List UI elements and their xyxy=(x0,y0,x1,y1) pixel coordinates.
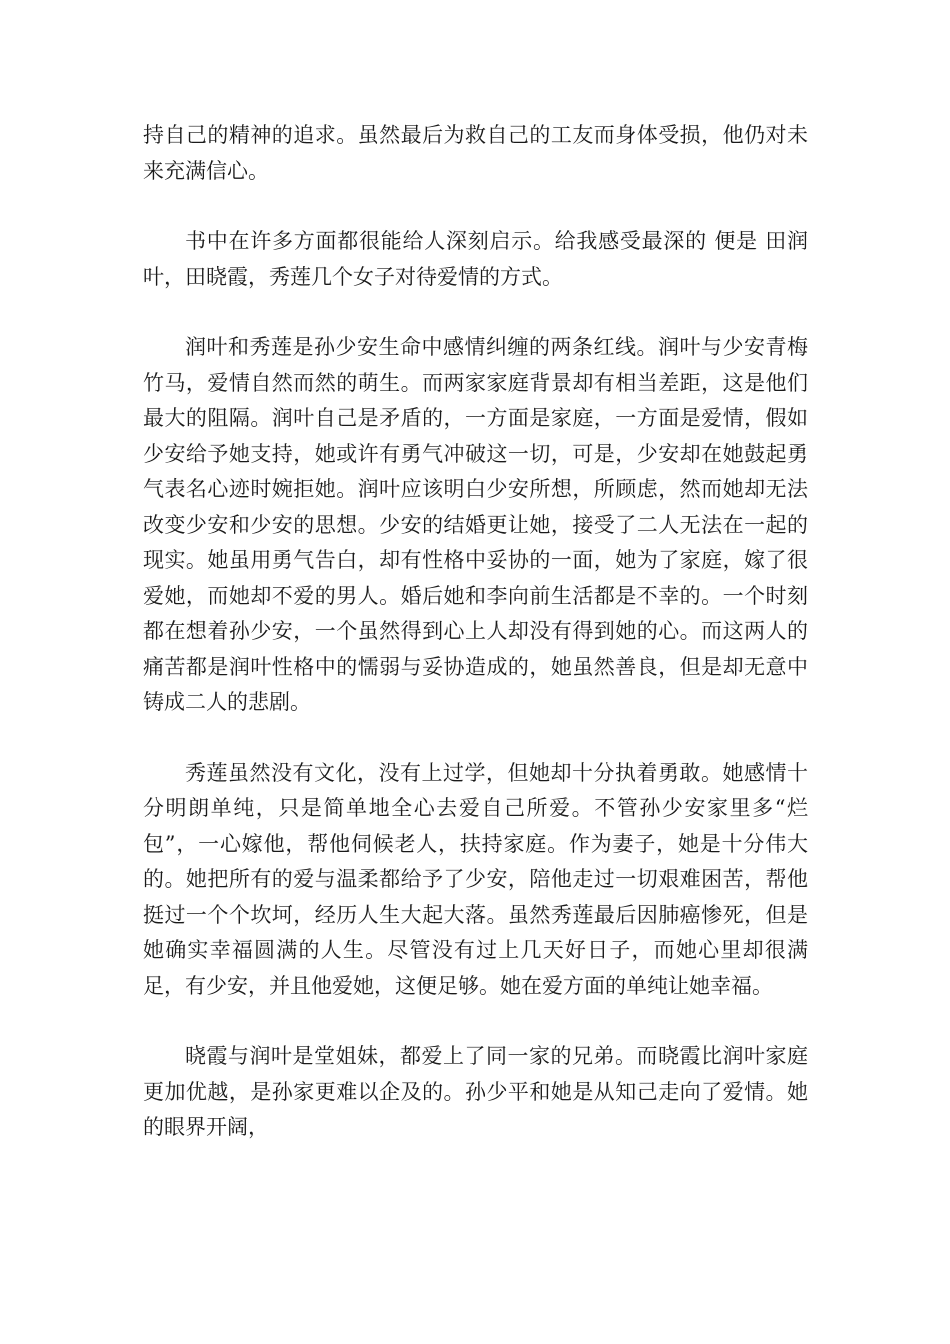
document-page xyxy=(143,118,808,1181)
paragraph-continuation: 持自己的精神的追求。虽然最后为救自己的工友而身体受损，他仍对未来充满信心。 xyxy=(143,123,808,183)
paragraph-runye: 润叶和秀莲是孙少安生命中感情纠缠的两条红线。润叶与少安青梅竹马，爱情自然而然的萌生。而两家家庭背景却有相当差距，这是他们最大的阻隔。润叶自己是矛盾的，一方面是家庭，一方面是爱情，假如少安给予她支持，她或许有勇气冲破这一切，可是，少安却在她鼓起勇气表名心迹时婉拒她。润叶应该明白少安所想，所顾虑，然而她却无法改变少安和少安的思想。少安的结婚更让她，接受了二人无法在一起的现实。她虽用勇气告白，却有性格中妥协的一面，她为了家庭，嫁了很爱她，而她却不爱的男人。婚后她和李向前生活都是不幸的。一个时刻都在想着孙少安，一个虽然得到心上人却没有得到她的心。而这两人的痛苦都是润叶性格中的懦弱与妥协造成的，她虽然善良，但是却无意中铸成二人的悲剧。 xyxy=(143,335,808,714)
paragraph-book-insight: 书中在许多方面都很能给人深刻启示。给我感受最深的 便是 田润叶，田晓霞，秀莲几个女子对待爱情的方式。 xyxy=(143,229,808,289)
paragraph-xiulian: 秀莲虽然没有文化，没有上过学，但她却十分执着勇敢。她感情十分明朗单纯，只是简单地全心去爱自己所爱。不管孙少安家里多“烂包”，一心嫁他，帮他伺候老人，扶持家庭。作为妻子，她是十分伟大的。她把所有的爱与温柔都给予了少安，陪他走过一切艰难困苦，帮他挺过一个个坎坷，经历人生大起大落。虽然秀莲最后因肺癌惨死，但是她确实幸福圆满的人生。尽管没有过上几天好日子，而她心里却很满足，有少安，并且他爱她，这便足够。她在爱方面的单纯让她幸福。 xyxy=(143,760,808,998)
paragraph-xiaoxia: 晓霞与润叶是堂姐妹，都爱上了同一家的兄弟。而晓霞比润叶家庭更加优越，是孙家更难以企及的。孙少平和她是从知己走向了爱情。她的眼界开阔， xyxy=(143,1044,808,1139)
